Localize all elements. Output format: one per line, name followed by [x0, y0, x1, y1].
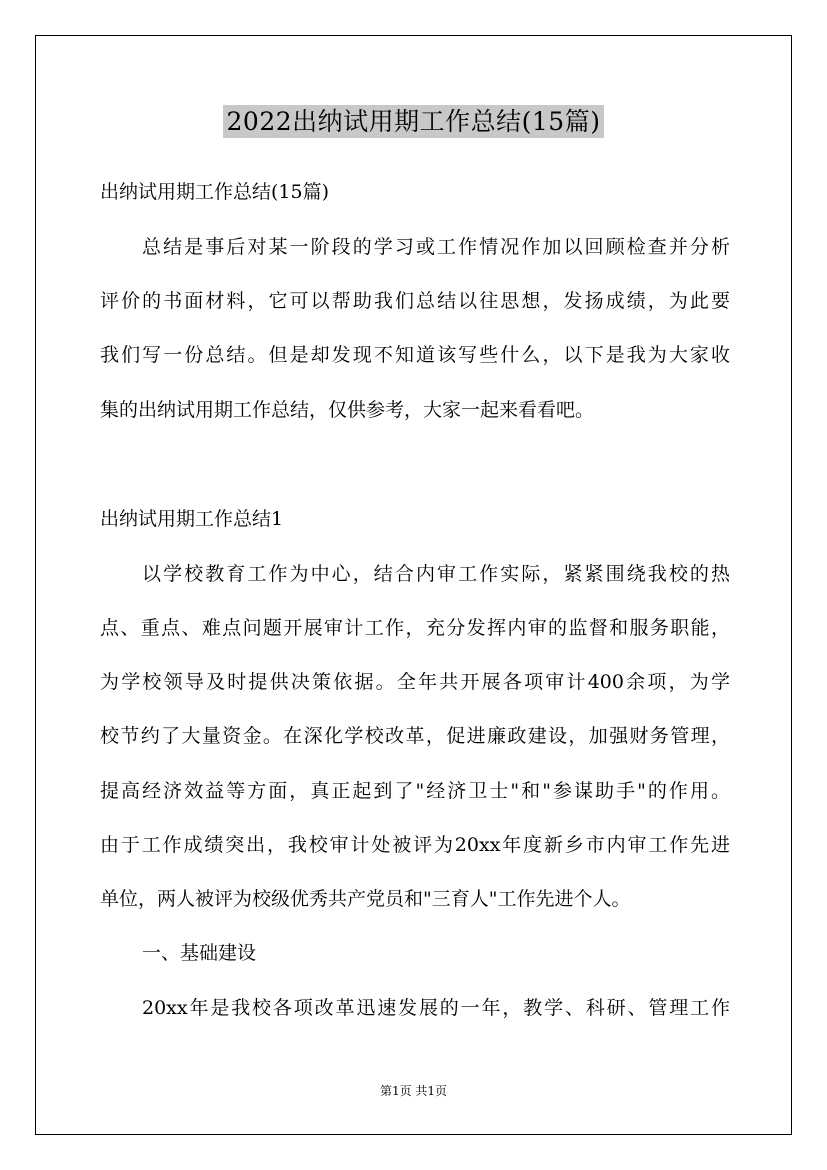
- subtitle-line: 出纳试用期工作总结(15篇): [100, 181, 330, 203]
- paragraph-line: 以学校教育工作为中心，结合内审工作实际，紧紧围绕我校的热: [142, 563, 730, 585]
- document-title-text: 2022出纳试用期工作总结(15篇): [223, 105, 605, 138]
- paragraph-line: 我们写一份总结。但是却发现不知道该写些什么，以下是我为大家收: [100, 344, 730, 366]
- paragraph-line: 评价的书面材料，它可以帮助我们总结以往思想，发扬成绩，为此要: [100, 290, 730, 312]
- paragraph-line: 集的出纳试用期工作总结，仅供参考，大家一起来看看吧。: [100, 399, 595, 421]
- paragraph-line: 总结是事后对某一阶段的学习或工作情况作加以回顾检查并分析: [142, 236, 730, 258]
- document-title: [0, 101, 827, 143]
- paragraph-line: 点、重点、难点问题开展审计工作，充分发挥内审的监督和服务职能，: [100, 617, 730, 639]
- paragraph-line: 单位，两人被评为校级优秀共产党员和"三育人"工作先进个人。: [100, 888, 631, 910]
- page-footer: 第1页 共1页: [379, 1084, 448, 1098]
- paragraph-line: 提高经济效益等方面，真正起到了"经济卫士"和"参谋助手"的作用。: [100, 780, 730, 802]
- subsection-heading: 一、基础建设: [142, 942, 257, 964]
- paragraph-line: 由于工作成绩突出，我校审计处被评为20xx年度新乡市内审工作先进: [100, 834, 730, 856]
- paragraph-line: 为学校领导及时提供决策依据。全年共开展各项审计400余项，为学: [100, 671, 730, 693]
- section-heading: 出纳试用期工作总结1: [100, 508, 284, 530]
- paragraph-line: 20xx年是我校各项改革迅速发展的一年，教学、科研、管理工作: [142, 997, 730, 1019]
- paragraph-line: 校节约了大量资金。在深化学校改革，促进廉政建设，加强财务管理，: [100, 725, 730, 747]
